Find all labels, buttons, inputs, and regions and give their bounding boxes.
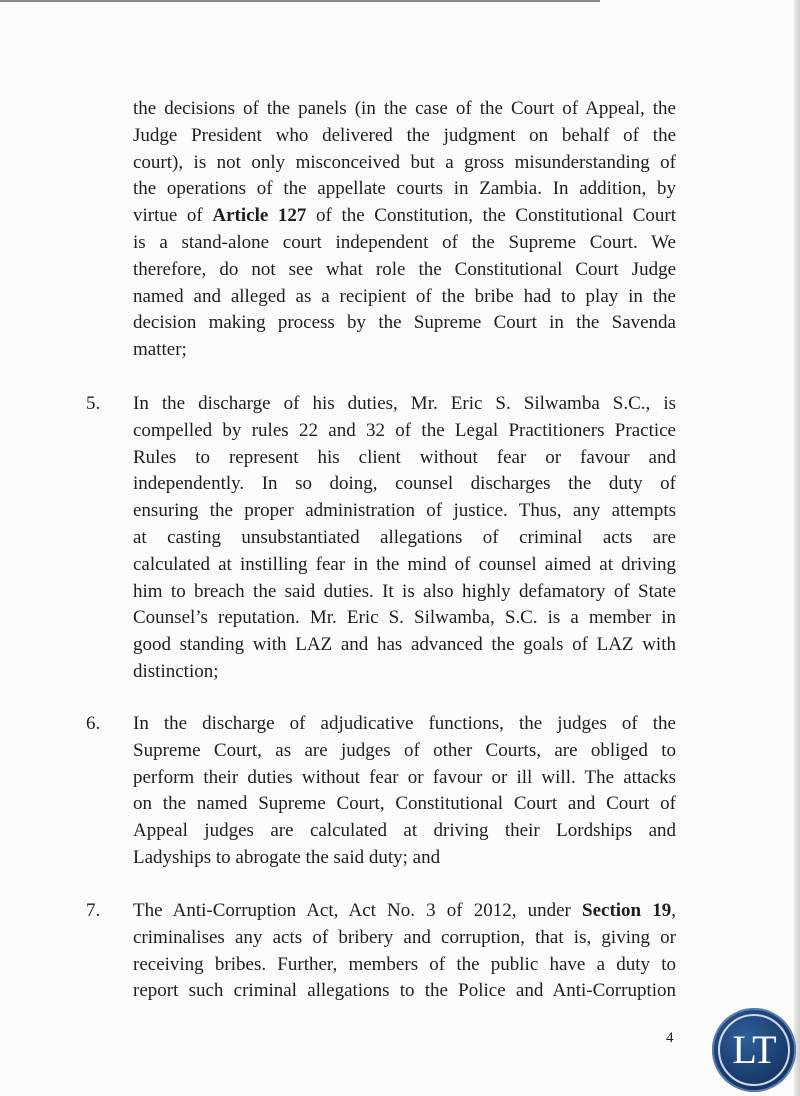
logo-text: LT (732, 1027, 776, 1072)
text-line: In the discharge of adjudicative functions, the judges of the (133, 713, 676, 734)
text-line: ensuring the proper administration of justice. Thus, any attempts (133, 500, 676, 522)
text-line: named and alleged as a recipient of the bribe had to play in the (133, 285, 676, 307)
section-reference: Section 19 (582, 900, 672, 921)
paragraph-number: 5. (86, 393, 101, 414)
text-line: Counsel’s reputation. Mr. Eric S. Silwamba, S.C. is a member in (133, 607, 676, 629)
text-line: on the named Supreme Court, Constitutional Court and Court of (133, 793, 676, 815)
text-line: Rules to represent his client without fear or favour and (133, 446, 676, 468)
text-line: report such criminal allegations to the Police and Anti-Corruption (133, 980, 676, 1002)
text-line: compelled by rules 22 and 32 of the Legal Practitioners Practice (133, 419, 676, 441)
text-line: The Anti-Corruption Act, Act No. 3 of 2012, under Section 19, (133, 900, 677, 921)
paragraph-5 (133, 391, 676, 686)
text-line: Appeal judges are calculated at driving their Lordships and (133, 820, 676, 842)
text-line: Supreme Court, as are judges of other Courts, are obliged to (133, 739, 676, 761)
text-line: is a stand-alone court independent of the Supreme Court. We (133, 231, 676, 253)
text-line: the decisions of the panels (in the case of the Court of Appeal, the (133, 98, 676, 119)
text-line: him to breach the said duties. It is also highly defamatory of State (133, 580, 676, 602)
paragraph-6 (133, 711, 676, 872)
text-line: distinction; (133, 660, 219, 682)
text-line: virtue of Article 127 of the Constitution, the Constitutional Court (133, 205, 676, 227)
text-line: at casting unsubstantiated allegations of criminal acts are (133, 526, 676, 548)
paragraph-number: 6. (86, 713, 101, 734)
text-line: Judge President who delivered the judgment on behalf of the (133, 124, 676, 146)
text-line: independently. In so doing, counsel discharges the duty of (133, 473, 676, 495)
text-line: criminalises any acts of bribery and corruption, that is, giving or (133, 926, 676, 948)
article-reference: Article 127 (212, 205, 307, 227)
top-rule (0, 0, 600, 2)
page-edge (794, 0, 800, 1096)
text-line: therefore, do not see what role the Constitutional Court Judge (133, 258, 676, 280)
paragraph-number: 7. (86, 900, 101, 921)
text-line: Ladyships to abrogate the said duty; and (133, 846, 441, 868)
text-line: calculated at instilling fear in the mind of counsel aimed at driving (133, 553, 676, 575)
text-line: good standing with LAZ and has advanced the goals of LAZ with (133, 634, 676, 656)
text-line: the operations of the appellate courts in Zambia. In addition, by (133, 178, 676, 200)
page-number: 4 (666, 1030, 674, 1046)
text-line: receiving bribes. Further, members of the public have a duty to (133, 953, 676, 975)
continuation-paragraph (133, 96, 676, 364)
lusaka-times-logo (712, 1008, 796, 1092)
text-line: perform their duties without fear or favour or ill will. The attacks (133, 766, 676, 788)
text-line: decision making process by the Supreme Court in the Savenda (133, 312, 676, 334)
text-line: court), is not only misconceived but a gross misunderstanding of (133, 151, 676, 173)
text-line: In the discharge of his duties, Mr. Eric S. Silwamba S.C., is (133, 393, 676, 414)
text-line: matter; (133, 339, 187, 361)
paragraph-7 (133, 898, 676, 1005)
